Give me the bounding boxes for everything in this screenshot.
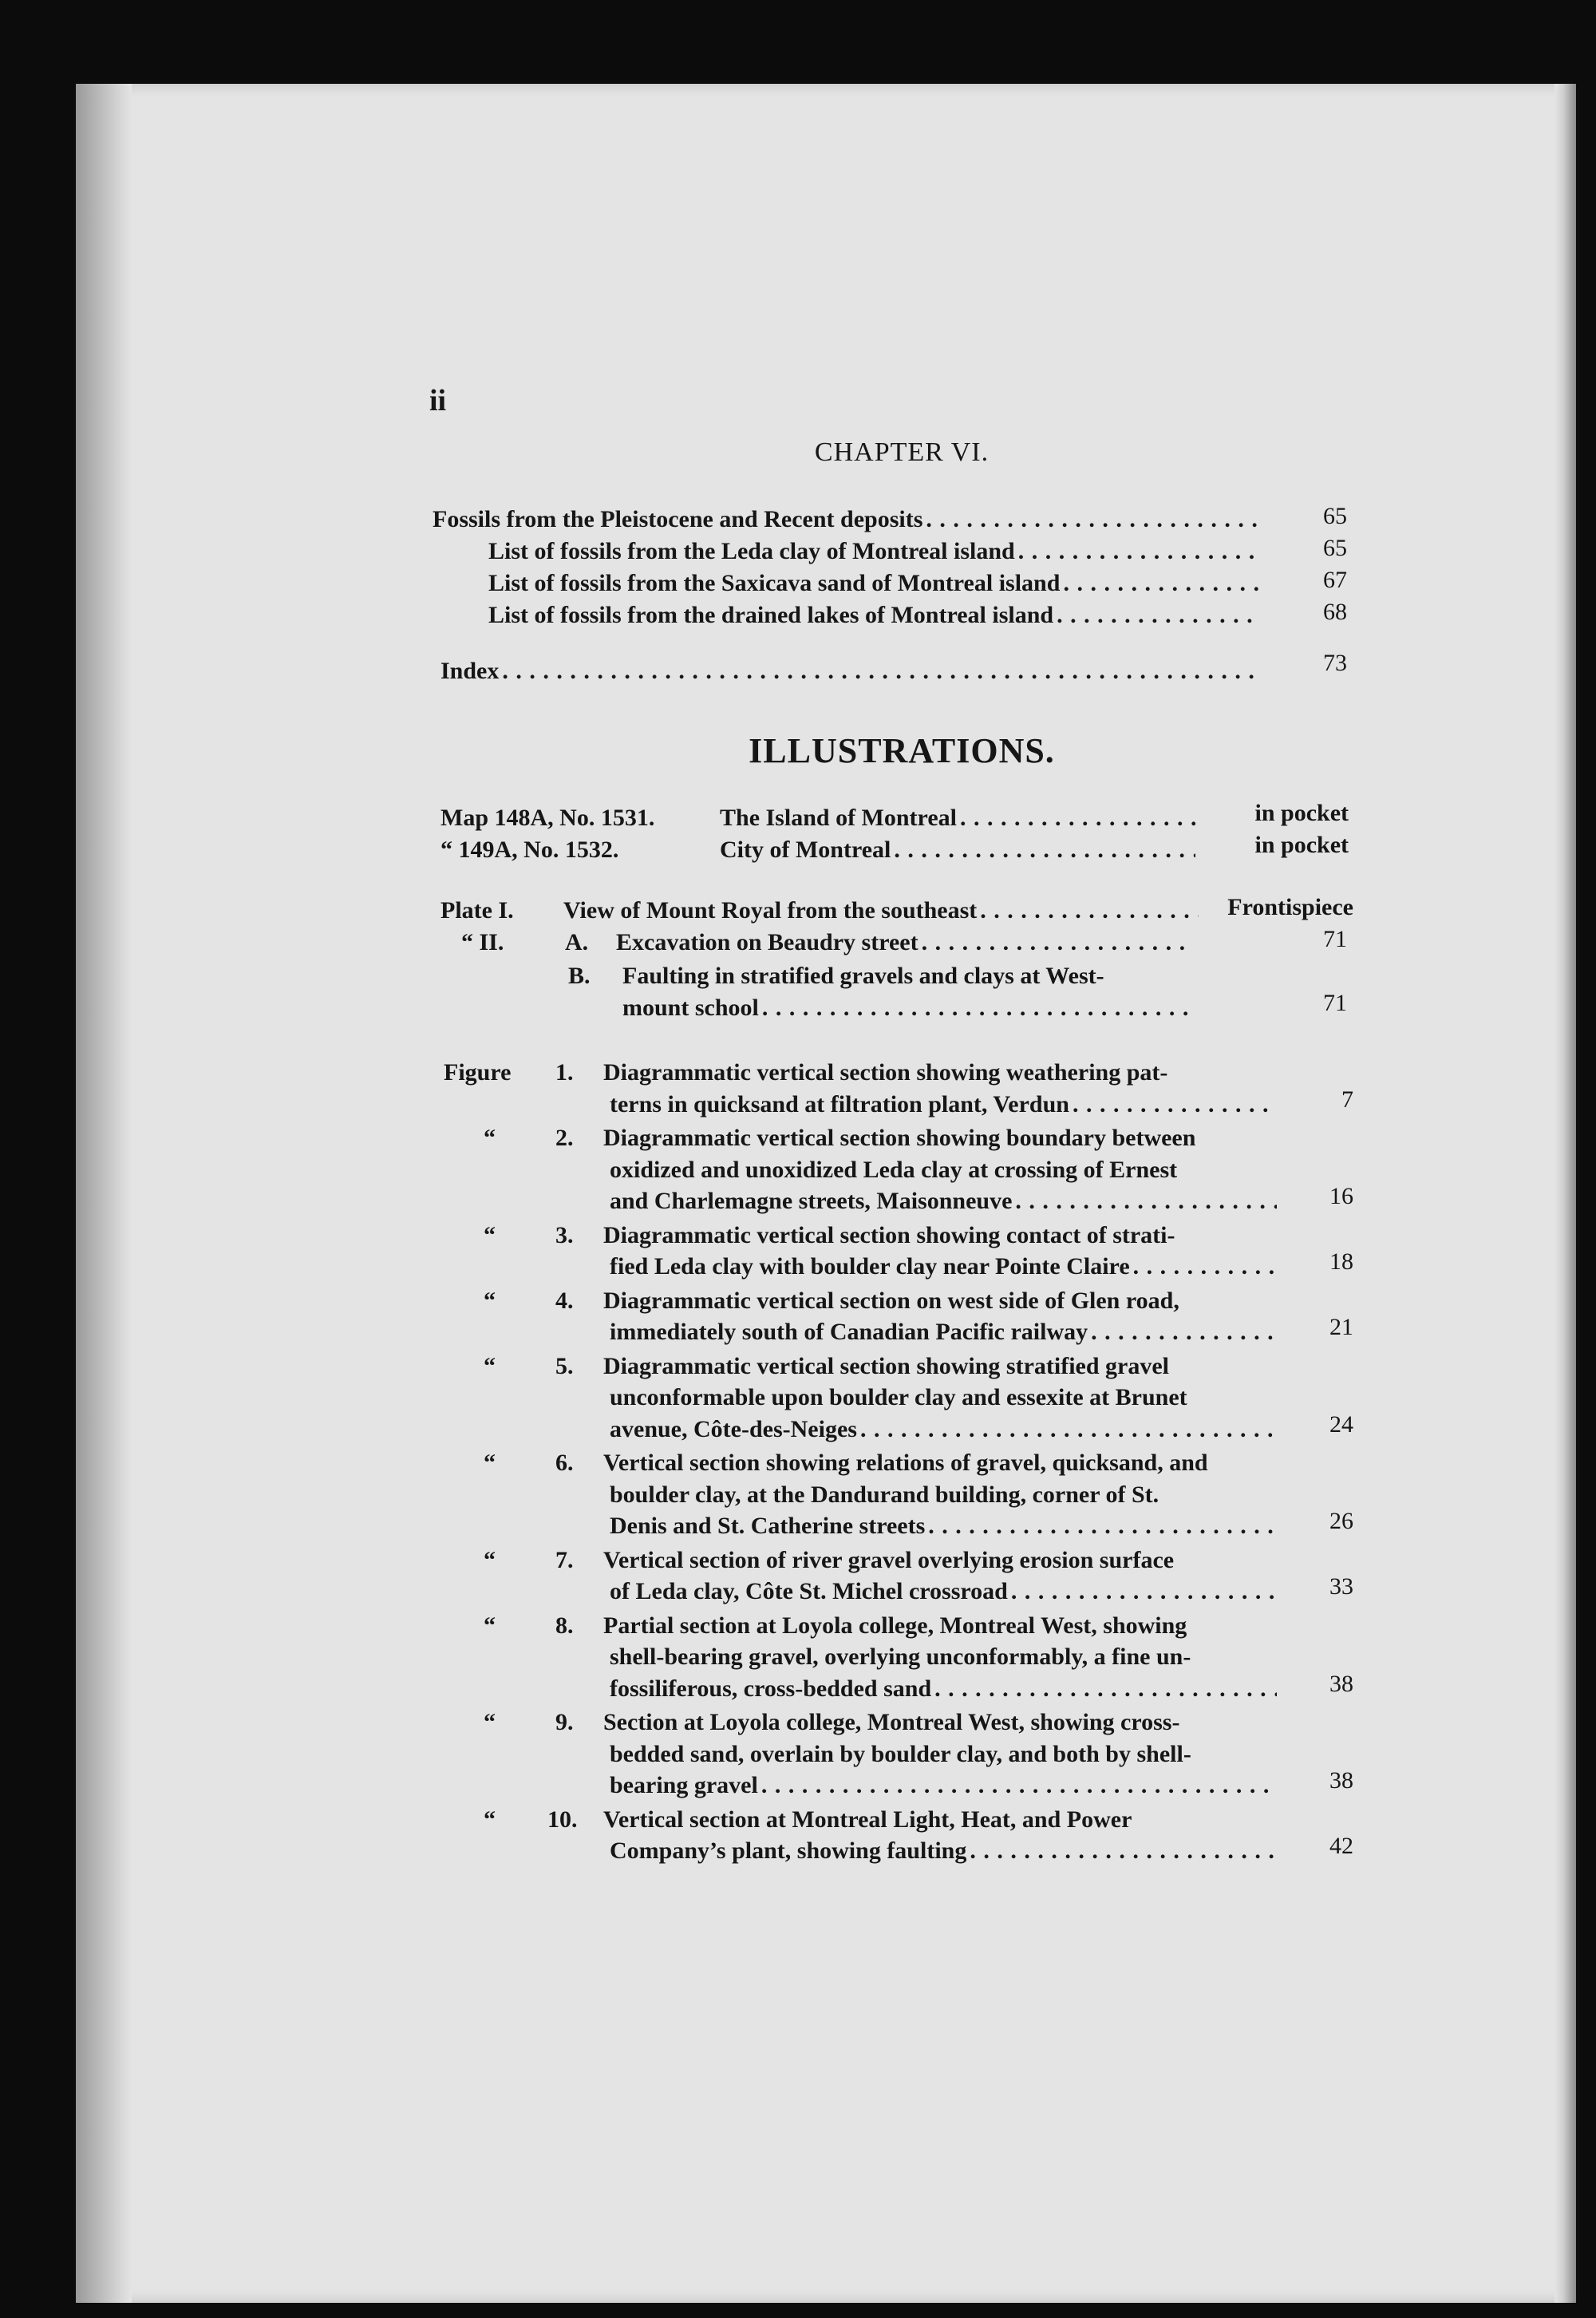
page-number: ii [429, 384, 447, 417]
dot-leader [1063, 568, 1259, 599]
figure-entry-line: Partial section at Loyola college, Montreal West, showing [603, 1612, 1187, 1639]
figure-label: “ [484, 1125, 496, 1151]
chapter-entry: List of fossils from the Saxicava sand of Montreal island . . . [488, 568, 1262, 599]
chapter-title: CHAPTER VI. [814, 437, 990, 467]
figure-page: 7 [1341, 1086, 1353, 1113]
figure-entry-line: shell-bearing gravel, overlying unconformably, a fine un- [610, 1644, 1191, 1670]
figure-entry [610, 1511, 1280, 1541]
dot-leader [926, 504, 1259, 535]
dot-leader [894, 835, 1195, 865]
figure-entry-line: unconformable upon boulder clay and essexite at Brunet [610, 1384, 1187, 1410]
figure-label: “ [484, 1709, 496, 1735]
chapter-entry-page: 67 [1323, 567, 1347, 593]
figure-label: “ [484, 1806, 496, 1833]
figure-entry-line: Diagrammatic vertical section on west side of Glen road, [603, 1287, 1179, 1314]
figure-entry-text: immediately south of Canadian Pacific railway [610, 1319, 1088, 1345]
map-page: in pocket [1254, 800, 1349, 826]
figure-label: “ [484, 1612, 496, 1639]
plate-sub: B. [568, 963, 591, 989]
figure-entry-text: fied Leda clay with boulder clay near Pointe Claire [610, 1253, 1130, 1280]
figure-number: 9. [555, 1709, 574, 1735]
index-entry: Index . . . [440, 656, 1262, 686]
figure-number: 7. [555, 1546, 574, 1573]
plate-entry-line: Faulting in stratified gravels and clays at West- [622, 963, 1104, 989]
dot-leader [1018, 536, 1259, 567]
dot-leader [980, 896, 1199, 926]
figure-entry-text: Denis and St. Catherine streets [610, 1513, 926, 1539]
figure-number: 4. [555, 1287, 574, 1314]
plate-sub: A. [565, 929, 589, 955]
dot-leader [761, 1770, 1277, 1801]
plate-page: 71 [1323, 990, 1347, 1016]
figure-entry-line: oxidized and unoxidized Leda clay at crossing of Ernest [610, 1156, 1178, 1183]
figure-label: Figure [444, 1059, 512, 1086]
figure-label: “ [484, 1352, 496, 1379]
figure-entry [610, 1186, 1280, 1216]
plate-entry: mount school . . . [622, 993, 1191, 1023]
page-left-shadow [76, 84, 132, 2303]
plate-entry: Excavation on Beaudry street . . . [616, 928, 1191, 958]
figure-entry [610, 1090, 1280, 1120]
map-entry: The Island of Montreal . . . [720, 803, 1199, 833]
page-right-edge [1555, 84, 1576, 2303]
figure-label: “ [484, 1287, 496, 1314]
dot-leader [1057, 600, 1259, 631]
dot-leader [970, 1836, 1277, 1866]
dot-leader [1011, 1576, 1277, 1607]
figure-number: 5. [555, 1352, 574, 1379]
map-label: Map 148A, No. 1531. [440, 805, 655, 831]
dot-leader [960, 803, 1195, 833]
chapter-entry: List of fossils from the drained lakes of Montreal island . . . [488, 600, 1262, 631]
figure-entry-line: boulder clay, at the Dandurand building, corner of St. [610, 1481, 1159, 1508]
plate-page: 71 [1323, 926, 1347, 952]
figure-number: 6. [555, 1450, 574, 1476]
figure-label: “ [484, 1546, 496, 1573]
figure-entry-text: avenue, Côte-des-Neiges [610, 1415, 857, 1442]
figure-entry-text: and Charlemagne streets, Maisonneuve [610, 1188, 1013, 1214]
illustrations-heading: ILLUSTRATIONS. [749, 731, 1055, 770]
figure-entry-line: bedded sand, overlain by boulder clay, and both by shell- [610, 1740, 1191, 1767]
figure-number: 3. [555, 1221, 574, 1248]
figure-page: 38 [1329, 1767, 1353, 1794]
figure-page: 38 [1329, 1670, 1353, 1697]
figure-entry [610, 1317, 1280, 1347]
figure-entry [610, 1414, 1280, 1445]
dot-leader [922, 928, 1187, 958]
figure-page: 42 [1329, 1833, 1353, 1859]
dot-leader [934, 1674, 1277, 1704]
figure-entry [610, 1836, 1280, 1866]
figure-entry-text: fossiliferous, cross-bedded sand [610, 1675, 932, 1702]
dot-leader [1091, 1317, 1277, 1347]
index-page: 73 [1323, 650, 1347, 676]
dot-leader [1133, 1252, 1277, 1282]
dot-leader [1073, 1090, 1277, 1120]
figure-entry-text: Company’s plant, showing faulting [610, 1837, 967, 1864]
figure-page: 18 [1329, 1248, 1353, 1275]
figure-page: 26 [1329, 1508, 1353, 1534]
plate-page: Frontispiece [1227, 894, 1353, 920]
chapter-entry: List of fossils from the Leda clay of Montreal island . . . [488, 536, 1262, 567]
dot-leader [762, 993, 1187, 1023]
figure-entry-line: Section at Loyola college, Montreal West, showing cross- [603, 1709, 1180, 1735]
figure-page: 21 [1329, 1314, 1353, 1340]
plate-entry: View of Mount Royal from the southeast . . . [563, 896, 1202, 926]
figure-entry-line: Diagrammatic vertical section showing contact of strati- [603, 1221, 1175, 1248]
figure-page: 33 [1329, 1573, 1353, 1600]
map-page: in pocket [1254, 832, 1349, 858]
figure-entry-text: terns in quicksand at filtration plant, Verdun [610, 1090, 1069, 1117]
figure-entry-line: Diagrammatic vertical section showing boundary between [603, 1125, 1196, 1151]
dot-leader [928, 1511, 1277, 1541]
figure-entry [610, 1252, 1280, 1282]
chapter-entry-page: 68 [1323, 599, 1347, 625]
map-label: “ 149A, No. 1532. [440, 837, 619, 863]
chapter-entry-page: 65 [1323, 503, 1347, 529]
chapter-entry: Fossils from the Pleistocene and Recent deposits . . . [433, 504, 1262, 535]
figure-number: 2. [555, 1125, 574, 1151]
dot-leader [1015, 1186, 1277, 1216]
figure-number: 10. [547, 1806, 578, 1833]
figure-entry-line: Vertical section of river gravel overlying erosion surface [603, 1546, 1175, 1573]
figure-number: 8. [555, 1612, 574, 1639]
figure-number: 1. [555, 1059, 574, 1086]
figure-page: 16 [1329, 1183, 1353, 1209]
dot-leader [860, 1414, 1277, 1445]
figure-entry [610, 1674, 1280, 1704]
figure-page: 24 [1329, 1410, 1353, 1438]
figure-entry-line: Diagrammatic vertical section showing weathering pat- [603, 1059, 1168, 1086]
figure-entry-text: of Leda clay, Côte St. Michel crossroad [610, 1578, 1008, 1604]
plate-label: “ II. [461, 929, 504, 955]
figure-entry-text: bearing gravel [610, 1772, 758, 1798]
figure-entry-line: Diagrammatic vertical section showing stratified gravel [603, 1352, 1169, 1379]
figure-entry-line: Vertical section at Montreal Light, Heat, and Power [603, 1806, 1132, 1833]
plate-label: Plate I. [440, 897, 514, 924]
figure-entry-line: Vertical section showing relations of gravel, quicksand, and [603, 1450, 1208, 1476]
map-entry: City of Montreal . . . [720, 835, 1199, 865]
chapter-entry-page: 65 [1323, 535, 1347, 561]
figure-entry [610, 1770, 1280, 1801]
figure-label: “ [484, 1450, 496, 1476]
dot-leader [502, 656, 1259, 686]
figure-entry [610, 1576, 1280, 1607]
figure-label: “ [484, 1221, 496, 1248]
